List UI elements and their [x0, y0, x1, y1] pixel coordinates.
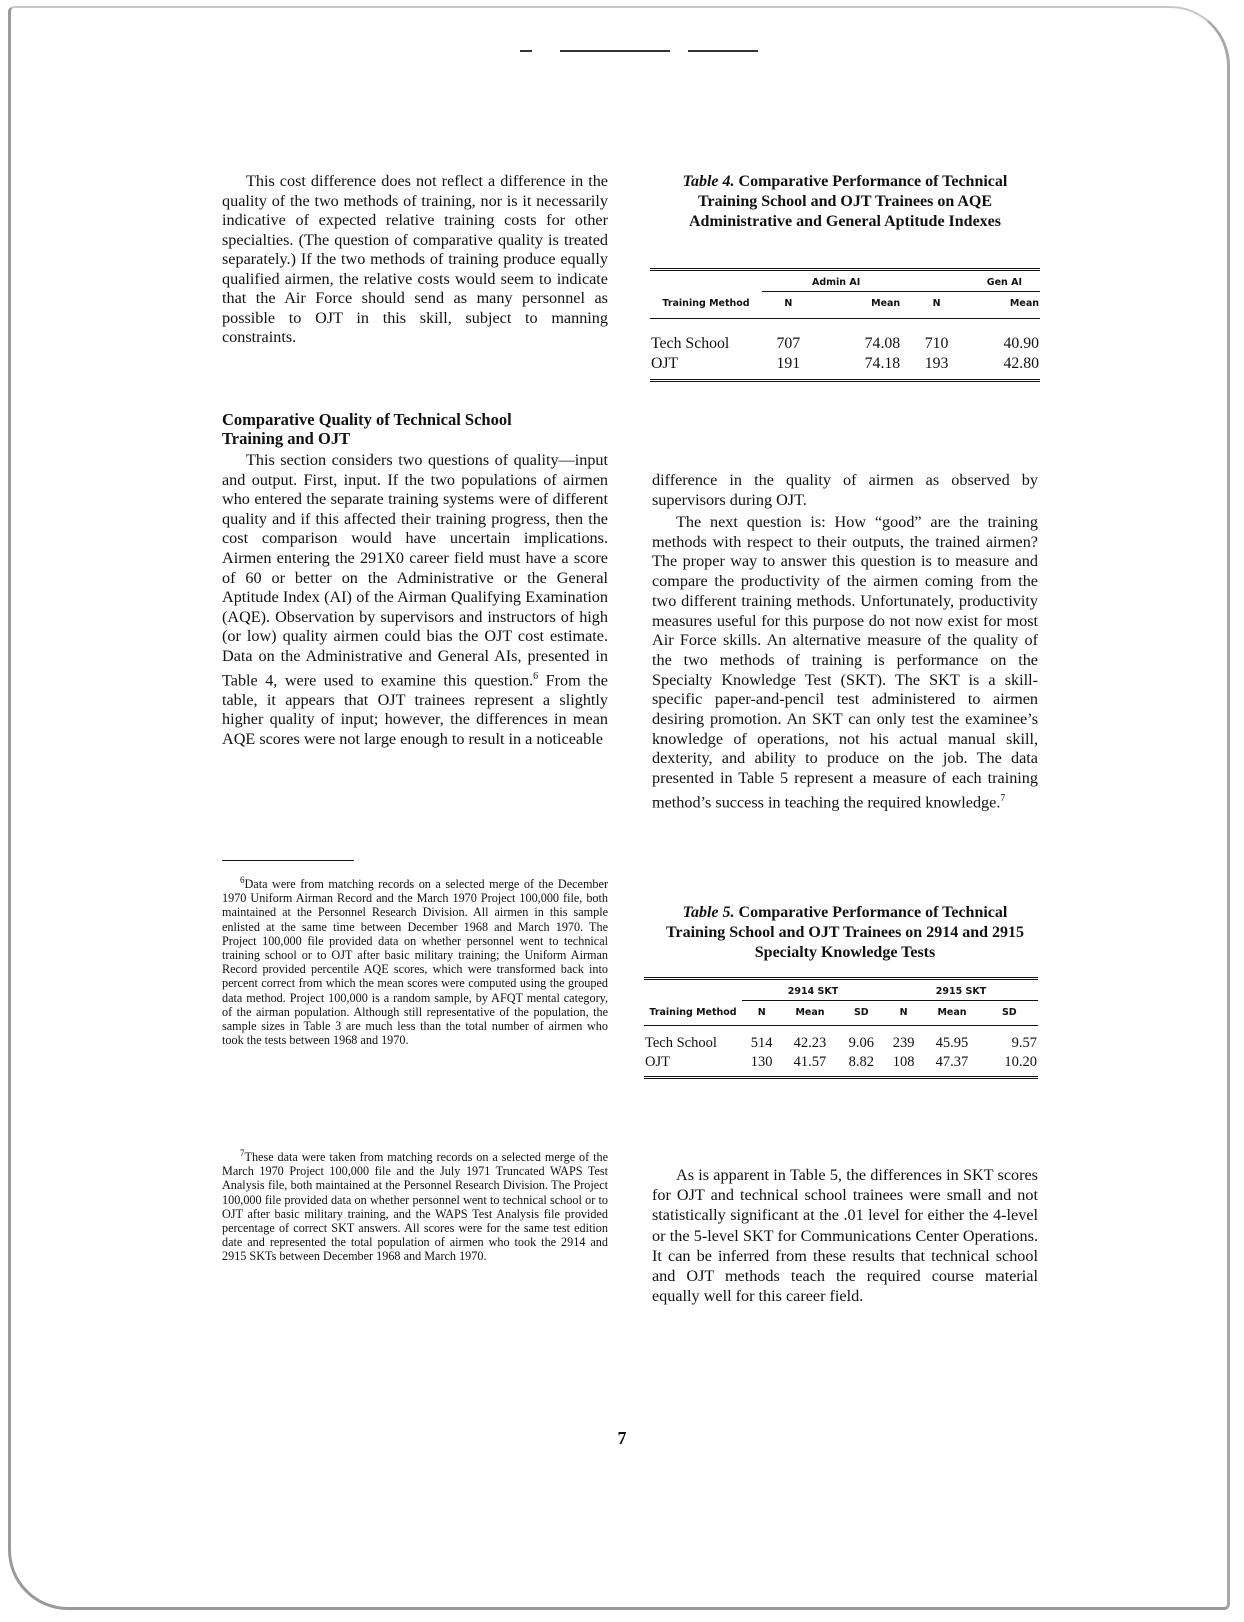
footnote-7-text: These data were taken from matching records on a selected merge of the March 1970 Project 100,000 file and the July 1971 Truncated WAPS Test Analysis file, both maintained at the Personnel Research Division. The Project 100,000 file provided data on whether personnel went to technical school or to OJT after basic military training, and the WAPS Test Analysis file provided percentage of correct SKT answers. All scores were for the same test edition date and represented the total population of airmen who took the 2914 and 2915 SKTs between December 1968 and March 1970. [222, 1150, 608, 1264]
table4-cell: 191 [776, 355, 801, 372]
table5-cell: 514 [750, 1035, 773, 1051]
table5 [644, 985, 1038, 1079]
left-paragraph-2 [222, 451, 608, 749]
footnote-ref-6: 6 [533, 670, 539, 682]
section-heading: Comparative Quality of Technical School Training and OJT [222, 410, 512, 448]
table5-cell: 8.82 [848, 1054, 874, 1070]
table4-top-rule [650, 268, 1040, 271]
table5-cell: 108 [892, 1054, 915, 1070]
table4-cell: 74.08 [864, 335, 901, 352]
left-paragraph-2-end: From the table, it appears that OJT trainees represent a slightly higher quality of input; however, the differences in mean AQE scores were not large enough to result in a noticeable [222, 670, 608, 748]
table4-cell: 710 [924, 335, 949, 352]
table5-group-2914: 2914 SKT [742, 985, 884, 1001]
table5-top-rule [644, 977, 1038, 980]
table5-cell: 45.95 [935, 1035, 969, 1051]
table4-mean-header: Mean [1009, 298, 1039, 309]
right-paragraph-2 [652, 513, 1038, 813]
table5-cell: 42.23 [793, 1035, 827, 1051]
table4 [650, 276, 1040, 382]
table5-sd-header: SD [1001, 1007, 1017, 1018]
table5-cell: 130 [750, 1054, 773, 1070]
table4-mean-header: Mean [871, 298, 901, 309]
table4-cell: 74.18 [864, 355, 901, 372]
table4-cell: 40.90 [1003, 335, 1039, 352]
table5-cell: 47.37 [935, 1054, 969, 1070]
table5-bottom-rule [644, 1074, 1038, 1078]
footnote-rule [222, 860, 354, 861]
footnote-7 [222, 1146, 608, 1264]
table5-caption-text: Comparative Performance of Technical Training School and OJT Trainees on 2914 and 2915 Specialty Knowledge Tests [665, 904, 1024, 961]
table5-cell-method: OJT [645, 1054, 670, 1070]
table4-cell-method: Tech School [651, 335, 730, 352]
table5-cell: 9.57 [1011, 1035, 1037, 1051]
table5-method-header: Training Method [649, 1007, 737, 1018]
table5-cell-method: Tech School [645, 1035, 717, 1051]
footnote-6-mark: 6 [240, 875, 245, 885]
table-row [644, 1026, 1038, 1054]
left-paragraph-2-text: This section considers two questions of quality—input and output. First, input. If the two populations of airmen who entered the separate training systems were of different quality and if this affected their training progress, then the cost comparison would have uncertain implications. Airmen entering the 291X0 career field must have a score of 60 or better on the Administrative or the General Aptitude Index (AI) of the Airman Qualifying Examination (AQE). Observation by supervisors and instructors of high (or low) quality airmen could bias the OJT cost estimate. Data on the Administrative and General AIs, presented in Table 4, were used to examine this question. [222, 451, 608, 689]
table5-mean-header: Mean [795, 1007, 825, 1018]
scan-artifact [688, 50, 758, 52]
right-paragraph-3: As is apparent in Table 5, the differences in SKT scores for OJT and technical school trainees were small and not statistically significant at the .01 level for either the 4-level or the 5-level SKT for Communications Center Operations. It can be inferred from these results that technical school and OJT methods teach the required course material equally well for this career field. [652, 1166, 1038, 1306]
table4-group-gen: Gen AI [910, 276, 1040, 292]
table5-group-2915: 2915 SKT [884, 985, 1038, 1001]
footnote-6 [222, 873, 608, 1048]
table-row [644, 1053, 1038, 1074]
table5-cell: 41.57 [793, 1054, 827, 1070]
table4-cell: 193 [924, 355, 949, 372]
table4-cell: 707 [776, 335, 801, 352]
table4-caption [672, 172, 1018, 232]
table5-cell: 10.20 [1004, 1054, 1037, 1070]
scan-artifact [560, 50, 670, 52]
table4-group-admin: Admin AI [762, 276, 910, 292]
table5-n-header: N [757, 1007, 766, 1018]
footnote-7-mark: 7 [240, 1148, 245, 1158]
table5-mean-header: Mean [937, 1007, 967, 1018]
table5-caption [662, 903, 1028, 963]
table4-method-header: Training Method [662, 298, 750, 309]
table4-caption-text: Comparative Performance of Technical Training School and OJT Trainees on AQE Administrative and General Aptitude Indexes [688, 173, 1008, 230]
table4-cell: 42.80 [1003, 355, 1039, 372]
right-paragraph-2-text: The next question is: How “good” are the training methods with respect to their outputs, the trained airmen? The proper way to answer this question is to measure and compare the productivity of the airmen coming from the two different training methods. Unfortunately, productivity measures useful for this purpose do not now exist for most Air Force skills. An alternative measure of the quality of the two methods of training is performance on the Specialty Knowledge Test (SKT). The SKT is a skill-specific paper-and-pencil test administered to airmen desiring promotion. An SKT can only test the examinee’s knowledge of operations, not his actual manual skill, dexterity, and ability to produce on the job. The data presented in Table 5 represent a measure of each training method’s success in teaching the required knowledge. [652, 513, 1038, 812]
table-row [650, 354, 1040, 377]
table5-cell: 239 [892, 1035, 915, 1051]
footnote-ref-7: 7 [1000, 792, 1006, 804]
table4-cell-method: OJT [651, 355, 679, 372]
table5-caption-number: Table 5. [682, 904, 735, 921]
table-row [650, 319, 1040, 355]
page-border [8, 6, 1230, 1610]
left-paragraph-1: This cost difference does not reflect a difference in the quality of the two methods of training, nor is it necessarily indicative of expected relative training costs for other specialties. (The question of comparative quality is treated separately.) If the two methods of training produce equally qualified airmen, the relative costs would seem to indicate that the Air Force should send as many personnel as possible to OJT in this skill, subject to manning constraints. [222, 172, 608, 346]
page-number: 7 [617, 1428, 627, 1448]
table5-n-header: N [899, 1007, 908, 1018]
table4-n-header: N [784, 298, 793, 309]
footnote-6-text: Data were from matching records on a selected merge of the December 1970 Uniform Airman Record and the March 1970 Project 100,000 file, both maintained at the Personnel Research Division. All airmen in this sample enlisted at the same time between December 1968 and March 1970. The Project 100,000 file provided data on whether personnel went to technical training school or to OJT after basic military training; the Uniform Airman Record provided percentile AQE scores, which were transformed back into percent correct from which the mean scores were computed using the grouped data method. Project 100,000 is a random sample, by AFQT mental category, of the airman population. Although still representative of the population, the sample sizes in Table 3 are much less than the total number of airmen who took the tests between 1968 and 1970. [222, 877, 608, 1048]
scan-artifact [520, 50, 532, 52]
table5-sd-header: SD [853, 1007, 869, 1018]
table5-cell: 9.06 [848, 1035, 874, 1051]
table4-header-rule [650, 310, 1040, 319]
table4-bottom-rule [650, 377, 1040, 381]
right-paragraph-1: difference in the quality of airmen as observed by supervisors during OJT. [652, 471, 1038, 509]
table4-caption-number: Table 4. [682, 173, 735, 190]
table4-n-header: N [932, 298, 941, 309]
